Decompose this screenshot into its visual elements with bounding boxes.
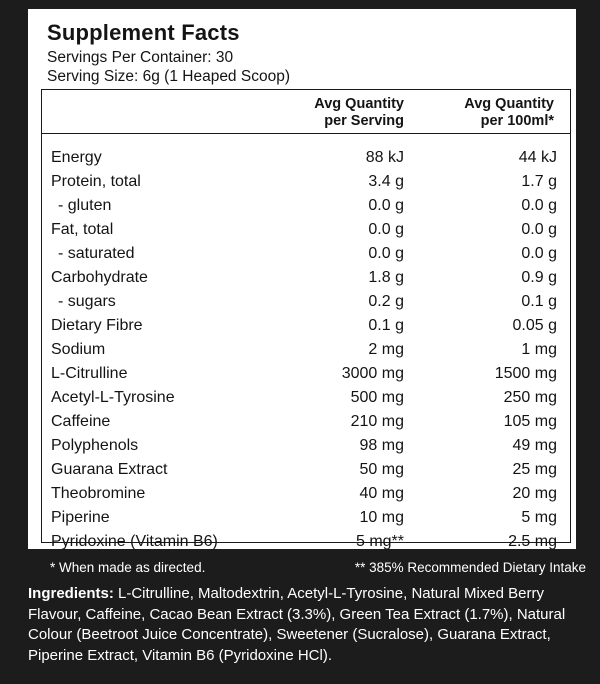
per-100ml-value: 1 mg <box>521 341 557 358</box>
per-serving-value: 1.8 g <box>368 269 404 286</box>
table-row <box>42 314 570 338</box>
nutrient-name: Polyphenols <box>51 437 139 454</box>
per-100ml-value: 1500 mg <box>494 365 557 382</box>
serving-size: Serving Size: 6g (1 Heaped Scoop) <box>47 68 290 85</box>
per-100ml-value: 5 mg <box>521 509 557 526</box>
nutrient-name: Fat, total <box>51 221 114 238</box>
table-row <box>42 266 570 290</box>
per-100ml-value: 2.5 mg <box>508 533 557 550</box>
nutrient-name: Pyridoxine (Vitamin B6) <box>51 533 218 550</box>
supplement-facts-panel <box>28 9 576 549</box>
nutrition-table <box>41 89 571 550</box>
table-row <box>42 338 570 362</box>
header-per-100ml-line2: per 100ml* <box>480 113 554 129</box>
per-serving-value: 0.0 g <box>368 197 404 214</box>
per-100ml-value: 0.0 g <box>521 221 557 238</box>
table-row <box>42 146 570 170</box>
table-row <box>42 410 570 434</box>
nutrient-name: Protein, total <box>51 173 141 190</box>
table-row <box>42 458 570 482</box>
nutrient-name: Piperine <box>51 509 110 526</box>
per-100ml-value: 0.0 g <box>521 197 557 214</box>
per-100ml-value: 105 mg <box>503 413 557 430</box>
footnote-left: * When made as directed. <box>50 560 206 575</box>
nutrient-name: L-Citrulline <box>51 365 128 382</box>
per-100ml-value: 0.05 g <box>512 317 557 334</box>
nutrient-name: - sugars <box>58 293 116 310</box>
per-serving-value: 0.1 g <box>368 317 404 334</box>
header-per-serving-line2: per Serving <box>324 113 404 129</box>
table-row <box>42 290 570 314</box>
table-row <box>42 506 570 530</box>
per-serving-value: 5 mg** <box>355 533 404 550</box>
table-row <box>42 386 570 410</box>
table-row <box>42 434 570 458</box>
table-row <box>42 194 570 218</box>
per-100ml-value: 44 kJ <box>518 149 557 166</box>
nutrient-name: Sodium <box>51 341 106 358</box>
per-serving-value: 50 mg <box>359 461 404 478</box>
per-serving-value: 500 mg <box>350 389 404 406</box>
table-row <box>42 482 570 506</box>
table-row <box>42 530 570 554</box>
ingredients-block <box>28 584 588 666</box>
nutrient-name: Caffeine <box>51 413 111 430</box>
per-100ml-value: 20 mg <box>512 485 557 502</box>
per-100ml-value: 49 mg <box>512 437 557 454</box>
per-serving-value: 0.2 g <box>368 293 404 310</box>
per-100ml-value: 25 mg <box>512 461 557 478</box>
ingredients-text: L-Citrulline, Maltodextrin, Acetyl-L-Tyrosine, Natural Mixed Berry Flavour, Caffeine, Cacao Bean Extract (3.3%), Green Tea Extract (1.7%), Natural Colour (Beetroot Juice Concentrate), Sweetener (Sucralose), Guarana Extract, Piperine Extract, Vitamin B6 (Pyridoxine HCl). <box>28 585 566 664</box>
per-serving-value: 40 mg <box>359 485 404 502</box>
nutrient-name: Acetyl-L-Tyrosine <box>51 389 175 406</box>
ingredients-label: Ingredients: <box>28 585 114 602</box>
nutrient-name: Guarana Extract <box>51 461 168 478</box>
per-serving-value: 98 mg <box>359 437 404 454</box>
per-100ml-value: 250 mg <box>503 389 557 406</box>
nutrient-name: Theobromine <box>51 485 146 502</box>
table-row <box>42 218 570 242</box>
per-serving-value: 10 mg <box>359 509 404 526</box>
per-100ml-value: 0.9 g <box>521 269 557 286</box>
header-per-serving-line1: Avg Quantity <box>314 96 404 112</box>
nutrient-name: Energy <box>51 149 102 166</box>
per-serving-value: 88 kJ <box>365 149 404 166</box>
per-100ml-value: 1.7 g <box>521 173 557 190</box>
header-per-serving <box>314 96 404 130</box>
per-serving-value: 3.4 g <box>368 173 404 190</box>
header-divider <box>42 133 570 134</box>
nutrient-name: - gluten <box>58 197 112 214</box>
per-serving-value: 0.0 g <box>368 245 404 262</box>
header-per-100ml <box>464 96 554 130</box>
per-serving-value: 210 mg <box>350 413 404 430</box>
header-per-100ml-line1: Avg Quantity <box>464 96 554 112</box>
table-row <box>42 170 570 194</box>
nutrient-name: - saturated <box>58 245 135 262</box>
per-100ml-value: 0.1 g <box>521 293 557 310</box>
per-serving-value: 2 mg <box>368 341 404 358</box>
panel-title: Supplement Facts <box>47 20 240 45</box>
servings-per-container: Servings Per Container: 30 <box>47 49 234 66</box>
per-serving-value: 3000 mg <box>341 365 404 382</box>
per-serving-value: 0.0 g <box>368 221 404 238</box>
table-row <box>42 242 570 266</box>
nutrient-name: Dietary Fibre <box>51 317 143 334</box>
table-row <box>42 362 570 386</box>
per-100ml-value: 0.0 g <box>521 245 557 262</box>
nutrient-name: Carbohydrate <box>51 269 148 286</box>
footnote-right: ** 385% Recommended Dietary Intake <box>354 560 586 575</box>
